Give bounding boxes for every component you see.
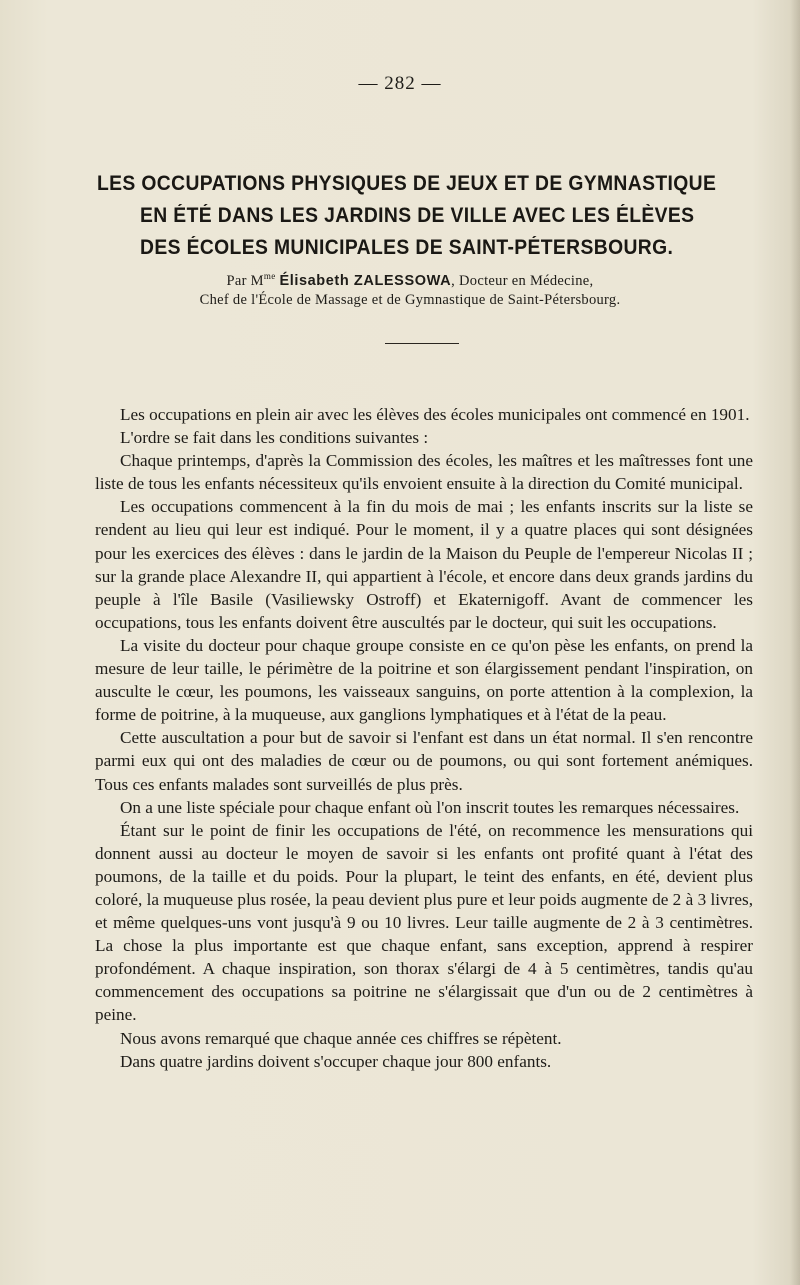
byline-author-line [0,271,800,290]
paragraph: Cette auscultation a pour but de savoir si l'enfant est dans un état normal. Il s'en rencontre parmi eux qui ont des maladies de cœur ou de poumons, ou qui sont fortement anémiques. Tous ces enfants malades sont surveillés de plus près. [95,728,753,794]
page-edge-shadow [790,0,800,1285]
paragraph: L'ordre se fait dans les conditions suivantes : [120,428,429,448]
byline-honorific: me [263,271,276,281]
author-name: Élisabeth ZALESSOWA [279,273,452,289]
article-title-line-1: LES OCCUPATIONS PHYSIQUES DE JEUX ET DE GYMNASTIQUE [97,172,717,195]
title-divider [385,343,459,344]
paragraph: Les occupations commencent à la fin du mois de mai ; les enfants inscrits sur la liste se rendent au lieu qui leur est indiqué. Pour le moment, il y a quatre places qui sont désignées pour les exercices des élèves : dans le jardin de la Maison du Peuple de l'empereur Nicolas II ; sur la grande place Alexandre II, qui appartient à l'école, et encore dans deux grands jardins du peuple à l'île Basile (Vasiliewsky Ostroff) et Ekaternigoff. Avant de commencer les occupations, tous les enfants doivent être auscultés par le docteur, qui suit les occupations. [95,497,753,632]
article-title-line-2: EN ÉTÉ DANS LES JARDINS DE VILLE AVEC LES ÉLÈVES [140,204,695,227]
paragraph: Nous avons remarqué que chaque année ces chiffres se répètent. [120,1028,562,1048]
article-title-line-3: DES ÉCOLES MUNICIPALES DE SAINT-PÉTERSBOURG. [140,236,674,259]
paragraph: Étant sur le point de finir les occupations de l'été, on recommence les mensurations qui donnent aussi au docteur le moyen de savoir si les enfants ont profité quant à l'état des poumons, de la taille et du poids. Pour la plupart, le teint des enfants, en été, devient plus coloré, la muqueuse plus rosée, la peau devient plus pure et leur poids augmente de 2 à 3 livres, et même quelques-uns vont jusqu'à 9 ou 10 livres. Leur taille augmente de 2 à 3 centimètres. La chose la plus importante est que chaque enfant, sans exception, apprend à respirer profondément. A chaque inspiration, son thorax s'élargi de 4 à 5 centimètres, tandis qu'au commencement des occupations sa poitrine ne s'élargissait que d'un ou de 2 centimètres à peine. [95,820,753,1025]
paragraph: Les occupations en plein air avec les élèves des écoles municipales ont commencé en 1901. [120,405,750,424]
byline-prefix: Par M [226,273,264,289]
paragraph: Dans quatre jardins doivent s'occuper chaque jour 800 enfants. [120,1051,552,1071]
paragraph: Chaque printemps, d'après la Commission des écoles, les maîtres et les maîtresses font une liste de tous les enfants nécessiteux qu'ils envoient ensuite à la direction du Comité municipal. [95,451,753,494]
author-credential: , Docteur en Médecine, [451,273,594,289]
page-number: — 282 — [358,73,442,94]
paragraph: La visite du docteur pour chaque groupe consiste en ce qu'on pèse les enfants, on prend la mesure de leur taille, le périmètre de la poitrine et son élargissement pendant l'inspiration, on ausculte le cœur, les poumons, les vaisseaux sanguins, on porte attention à la complexion, la forme de poitrine, à la muqueuse, aux ganglions lymphatiques et à l'état de la peau. [95,635,753,725]
paragraph: On a une liste spéciale pour chaque enfant où l'on inscrit toutes les remarques nécessaires. [120,797,740,817]
byline-position-line: Chef de l'École de Massage et de Gymnastique de Saint-Pétersbourg. [199,292,621,308]
article-body [95,403,753,1073]
